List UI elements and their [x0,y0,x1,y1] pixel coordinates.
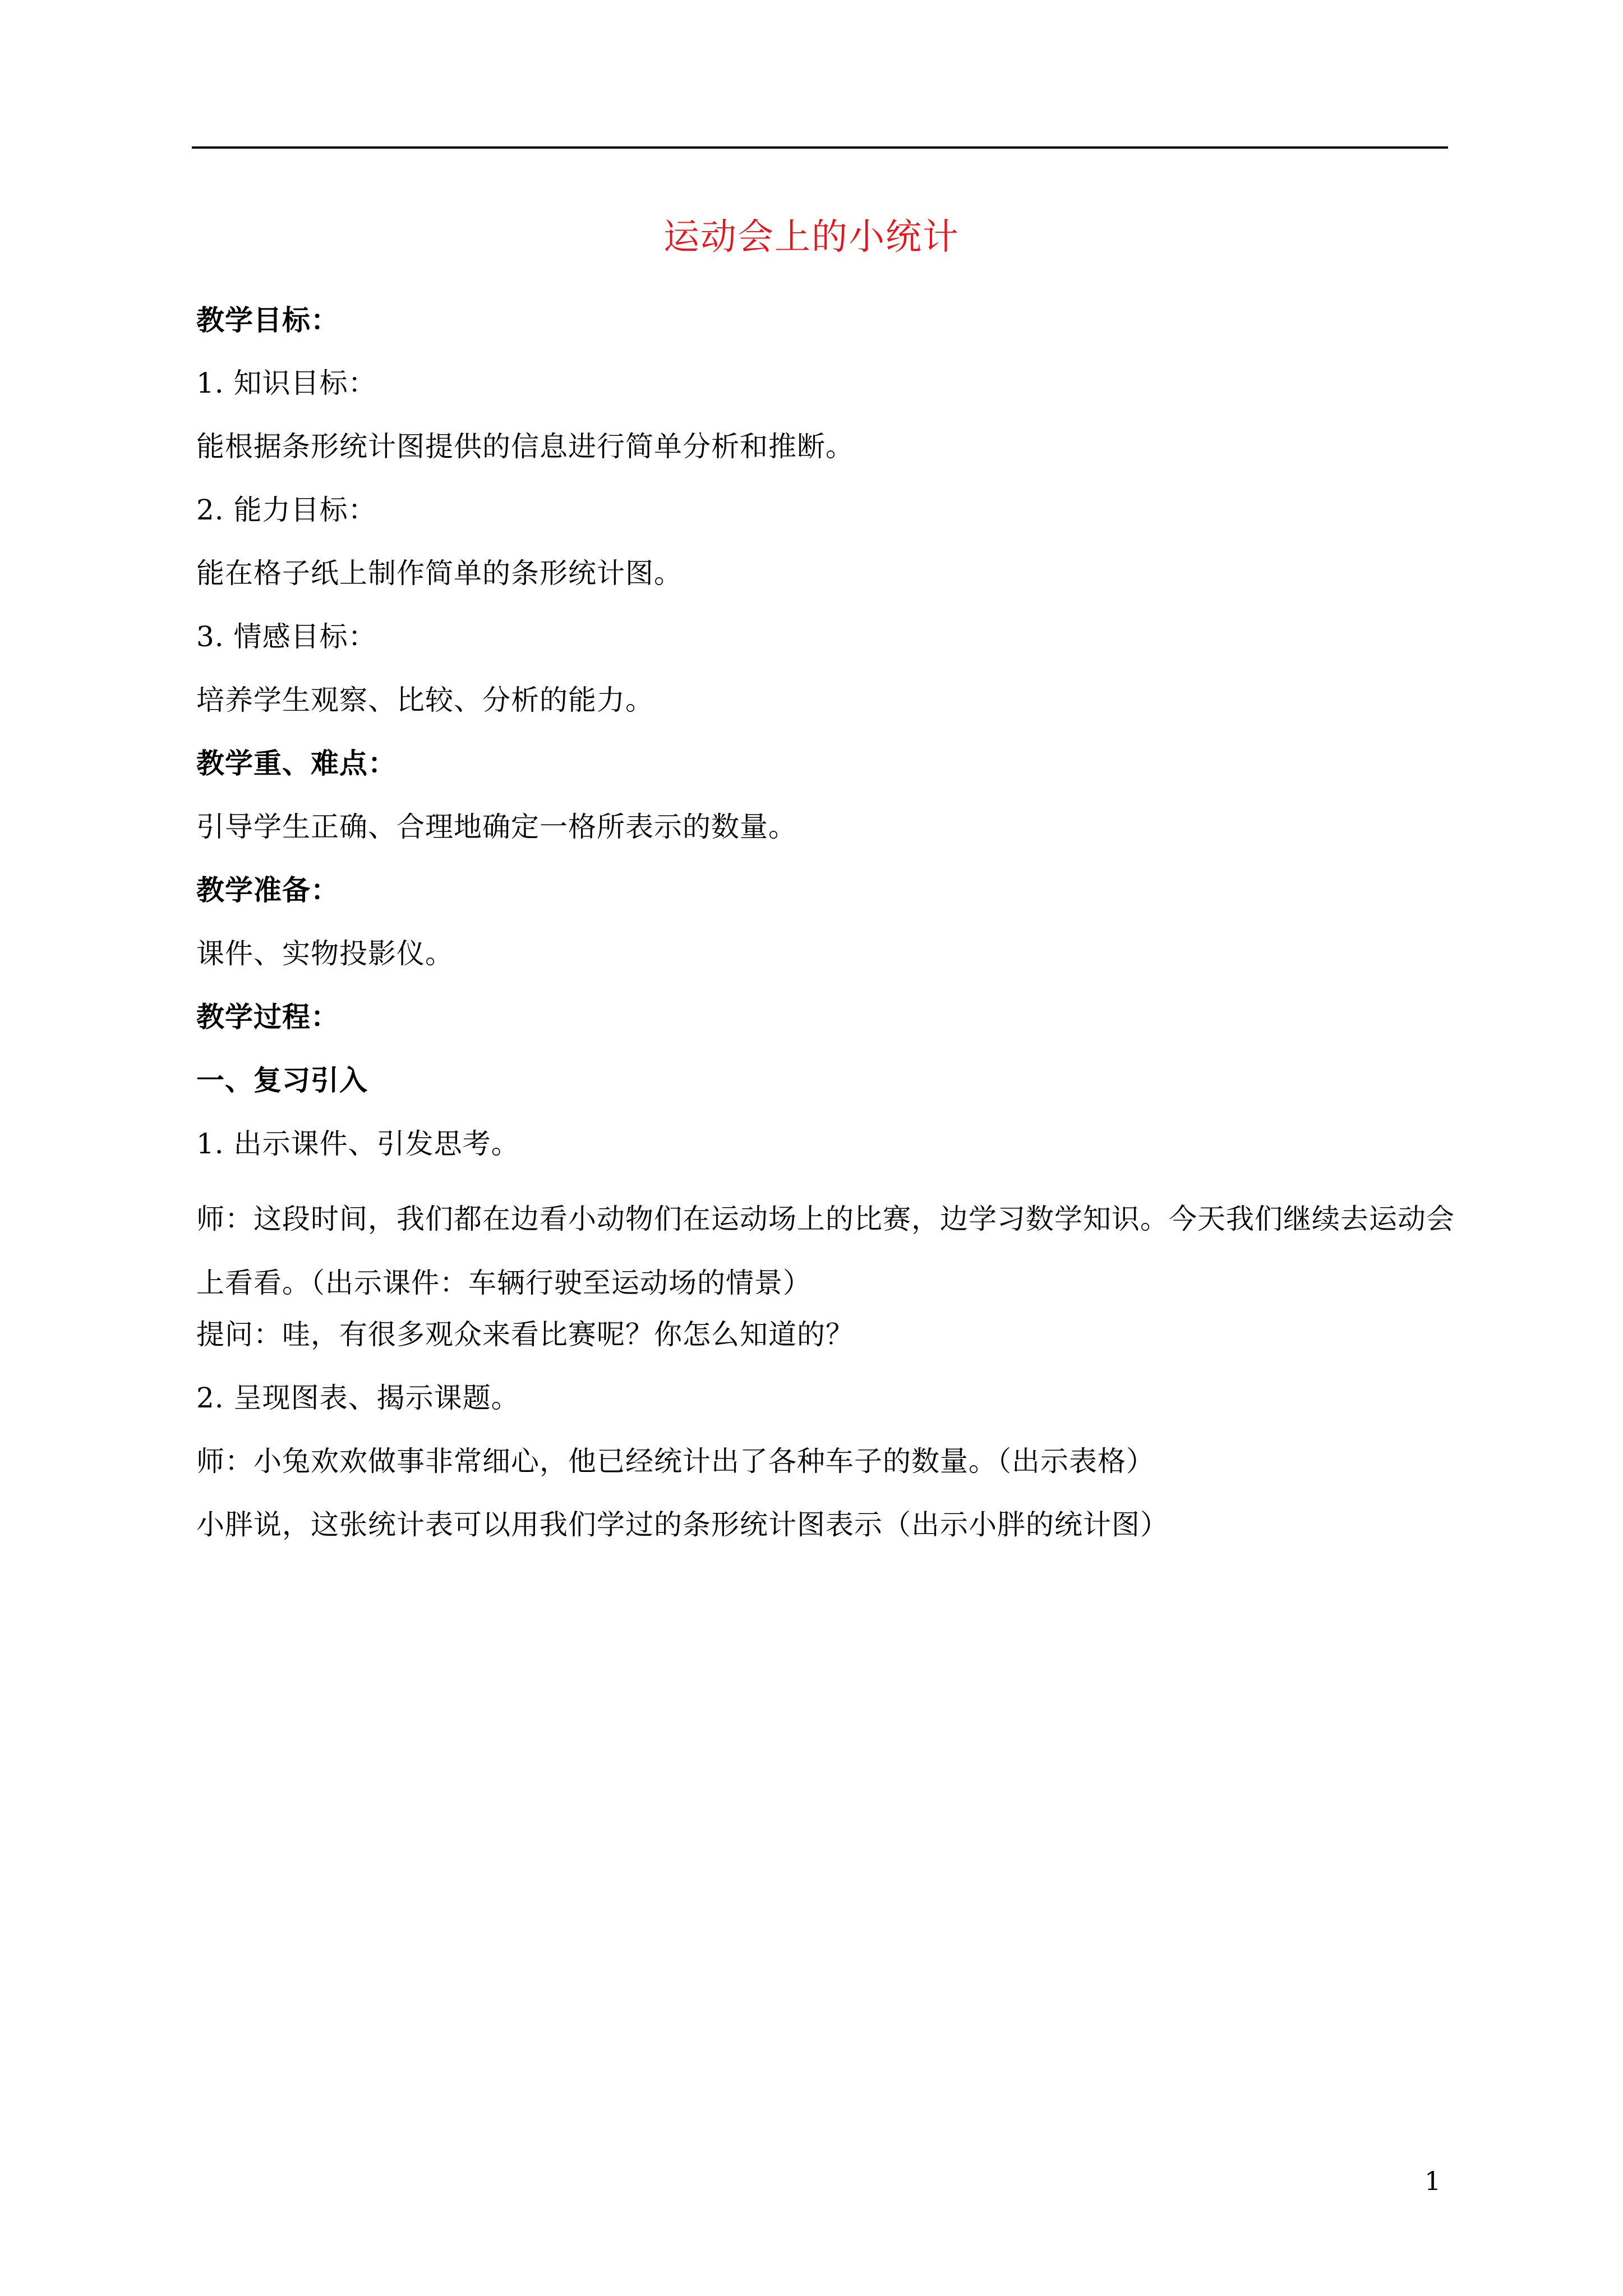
goal-1-text: 能根据条形统计图提供的信息进行简单分析和推断。 [196,430,854,463]
teacher-paragraph-1: 师：这段时间，我们都在边看小动物们在运动场上的比赛，边学习数学知识。今天我们继续去运动会上看看。（出示课件：车辆行驶至运动场的情景） [196,1203,1455,1299]
step-2-label: 2. 呈现图表、揭示课题。 [196,1382,520,1414]
document-title: 运动会上的小统计 [663,217,960,258]
key-points-text: 引导学生正确、合理地确定一格所表示的数量。 [196,811,797,843]
step-1-label: 1. 出示课件、引发思考。 [196,1128,520,1160]
header-rule [192,146,1448,149]
page-number: 1 [1424,2166,1441,2196]
goal-2-text: 能在格子纸上制作简单的条形统计图。 [196,557,683,590]
question-text: 提问：哇，有很多观众来看比赛呢？你怎么知道的？ [196,1318,854,1351]
teacher-paragraph-2: 师：小兔欢欢做事非常细心，他已经统计出了各种车子的数量。（出示表格） [196,1445,1155,1478]
heading-process: 教学过程： [196,1000,339,1033]
goal-3-text: 培养学生观察、比较、分析的能力。 [196,684,654,716]
goal-2-label: 2. 能力目标： [196,494,377,526]
heading-teaching-goals: 教学目标： [196,303,339,337]
heading-key-points: 教学重、难点： [196,747,396,780]
heading-preparation: 教学准备： [196,873,339,907]
section-review-intro: 一、复习引入 [196,1064,368,1097]
goal-3-label: 3. 情感目标： [196,620,377,653]
goal-1-label: 1. 知识目标： [196,367,377,399]
preparation-text: 课件、实物投影仪。 [196,937,454,970]
xiaopang-paragraph: 小胖说，这张统计表可以用我们学过的条形统计图表示（出示小胖的统计图） [196,1508,1169,1541]
